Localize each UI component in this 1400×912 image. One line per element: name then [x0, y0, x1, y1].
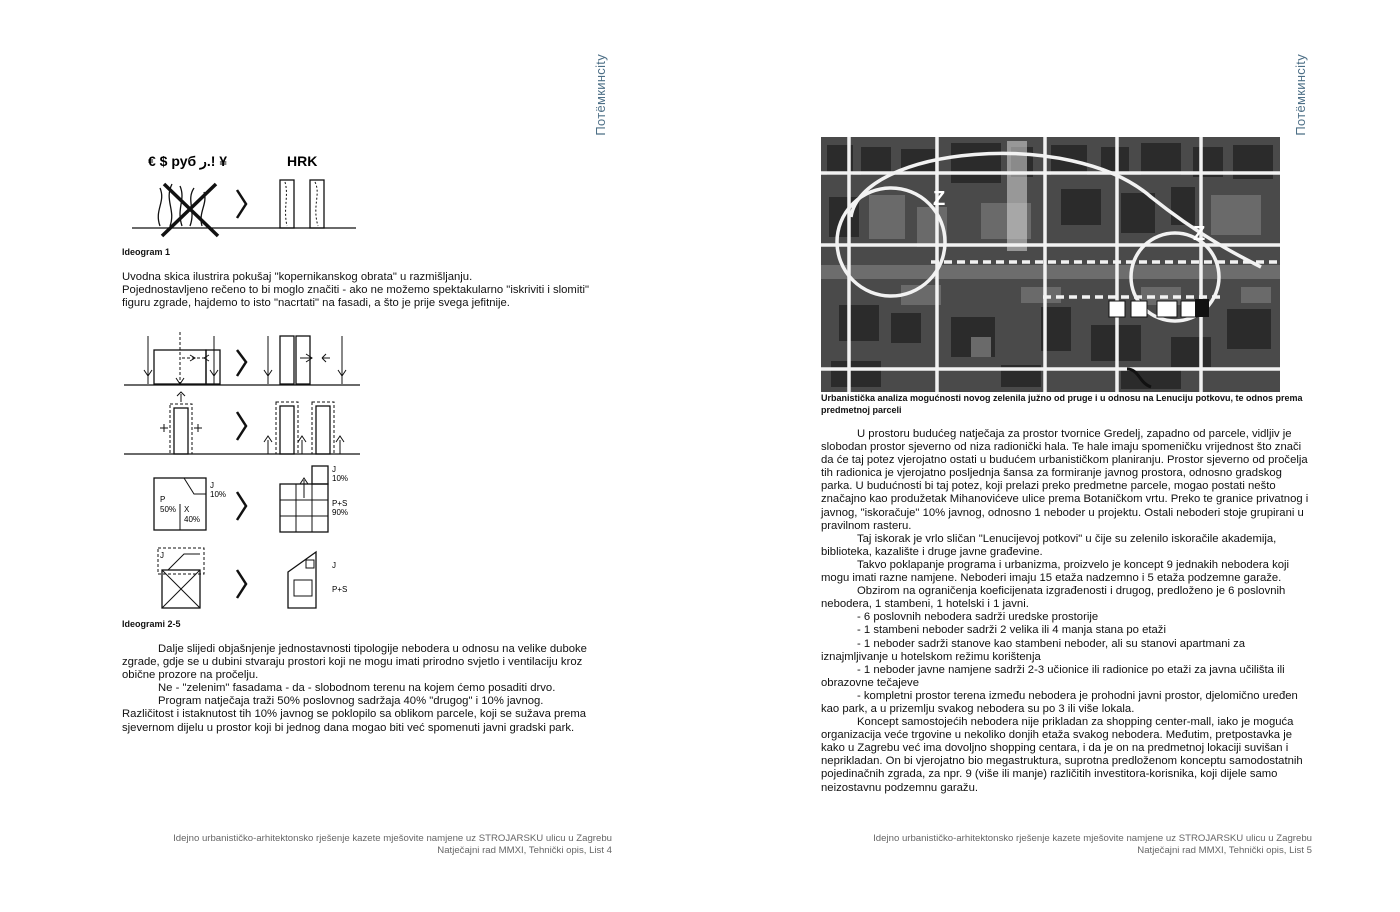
right-list-item-5: - kompletni prostor terena između nebodera je prohodni javni prostor, djelomično uređen kao park, a u prizemlju svakog nebodera su po 3 ili više lokala. [821, 689, 1298, 715]
x-label: X [184, 505, 190, 514]
right-paragraph-2: Taj iskorak je vrlo sličan "Lenucijevoj potkovi" u čije su zelenilo iskoračile akademija, biblioteka, kazalište i druge javne građevine. [821, 532, 1277, 558]
right-paragraph-3: Takvo poklapanje programa i urbanizma, proizvelo je koncept 9 jednakih nebodera koji mogu imati razne namjene. Neboderi imaju 15 etaža nadzemno i 5 etaža podzemne garaže. [821, 558, 1290, 585]
left-footer-line-2: Natječajni rad MMXI, Tehnički opis, List 4 [437, 845, 612, 856]
j-label-3: J [160, 551, 164, 560]
left-paragraph-3: Program natječaja traži 50% poslovnog sadržaja 40% "drugog" i 10% javnog. [158, 695, 544, 708]
left-paragraph-2: Ne - "zelenim" fasadama - da - slobodnom terenu na kojem ćemo posaditi drvo. [158, 682, 556, 695]
right-list-item-3: - 1 neboder sadrži stanove kao stambeni neboder, ali su stanovi apartmani za iznajmljivanje u hotelskom režimu korištenja [821, 637, 1246, 663]
right-paragraph-5: Koncept samostojećih nebodera nije prikladan za shopping center-mall, iako je moguća organizacija veće trgovine u nekoliko donjih etaža svakog nebodera. Međutim, pretpostavka je kako u Zagrebu već ima dovoljno shopping centara, i da je on na predmetnoj lokaciji suvišan i neprikladan. On bi vjerojatno bio megastruktura, suprotna predloženom konceptu samodostatnih pojedinačnih zgrada, za npr. 9 (više ili manje) različitih investitora-korisnika, koji dijele samo neizostavnu podzemnu garažu. [821, 716, 1303, 794]
left-footer [173, 833, 612, 857]
ideogram-1 [120, 148, 365, 238]
ps-percent: 90% [332, 508, 349, 517]
p-percent: 50% [160, 505, 177, 514]
right-page [700, 0, 1400, 912]
brand-label-right: Потёмкинcity [1293, 54, 1308, 136]
right-body-text [821, 428, 1312, 795]
map-label-z-2: Z [1193, 223, 1206, 245]
j-label-4: J [332, 561, 336, 570]
ps-label-2: P+S [332, 585, 348, 594]
right-paragraph-1: U prostoru budućeg natječaja za prostor tvornice Gredelj, zapadno od parcele, vidljiv je slobodan prostor sjeverno od niza radionički hala. Te hale imaju spomeničku vrijednost što znači da će taj potez vjerojatno ostati u budućem urbanističkom planiranju. Prostor sjeverno od pročelja tih radionica je vjerojatno posljednja šansa za formiranje javnog prostora, odnosno gradskog parka. U budućnosti bi taj potez, koji prelazi preko predmetne parcele, mogao postati nešto značajno kao produžetak Mihanovićeve ulice prema Botaničkom vrtu. Preko te granice privatnog i javnog, "iskoračuje" 10% javnog, odnosno 1 neboder u projektu. Ostali neboderi stoje grupirani u pravilnom rasteru. [821, 428, 1309, 532]
left-body-text [122, 643, 608, 735]
j-percent-2: 10% [332, 474, 349, 483]
intro-line-2: Pojednostavljeno rečeno to bi moglo značiti - ako ne možemo spektakularno "iskriviti i slomiti" figuru zgrade, hajdemo to isto "nacrtati" na fasadi, a što je prije svega jefitnije. [122, 284, 590, 310]
left-footer-line-1: Idejno urbanističko-arhitektonsko rješenje kazete mješovite namjene uz STROJARSKU ulicu u Zagrebu [173, 833, 612, 844]
currency-label: € $ руб ر.! ¥ [148, 153, 228, 169]
right-footer-line-2: Natječajni rad MMXI, Tehnički opis, List 5 [1137, 845, 1312, 856]
right-list-item-2: - 1 stambeni neboder sadrži 2 velika ili 4 manja stana po etaži [857, 624, 1166, 637]
brand-label: Потёмкинcity [593, 54, 608, 136]
right-paragraph-4: Obzirom na ograničenja koeficijenata izgrađenosti i drugog, predloženo je 6 poslovnih nebodera, 1 stambeni, 1 hotelski i 1 javni. [821, 585, 1286, 611]
right-footer-line-1: Idejno urbanističko-arhitektonsko rješenje kazete mješovite namjene uz STROJARSKU ulicu u Zagrebu [873, 833, 1312, 844]
ideograms-2-5-caption: Ideogrami 2-5 [122, 619, 181, 629]
map-caption: Urbanistička analiza mogućnosti novog zelenila južno od pruge i u odnosu na Lenuciju potkovu, te odnos prema predmetnoj parceli [821, 393, 1303, 415]
aerial-map [821, 137, 1280, 392]
intro-text [122, 271, 592, 310]
j-percent: 10% [210, 490, 227, 499]
left-paragraph-4: Različitost i istaknutost tih 10% javnog se poklopilo sa oblikom parcele, koji se sužava prema sjevernom dijelu u prostor koji bi jednog dana mogao biti već spomenuti javni gradski park. [122, 708, 587, 734]
ps-label: P+S [332, 499, 348, 508]
ideograms-2-5 [120, 330, 365, 615]
p-label: P [160, 495, 166, 504]
map-label-z-1: Z [933, 188, 946, 210]
x-percent: 40% [184, 515, 201, 524]
right-footer [873, 833, 1312, 857]
j-label-2: J [332, 465, 336, 474]
j-label: J [210, 481, 214, 490]
hrk-label: HRK [287, 153, 318, 169]
ideogram-1-caption: Ideogram 1 [122, 247, 171, 257]
intro-line-1: Uvodna skica ilustrira pokušaj "kopernikanskog obrata" u razmišljanju. [122, 271, 473, 283]
left-paragraph-1: Dalje slijedi objašnjenje jednostavnosti tipologije nebodera u odnosu na velike duboke zgrade, gdje se u dubini stvaraju prostori koji ne mogu imati prirodno svjetlo i ventilaciju kroz obične prozore na pročelju. [122, 643, 587, 682]
right-list-item-4: - 1 neboder javne namjene sadrži 2-3 učionice ili radionice po etaži za javna učilišta ili obrazovne tečajeve [821, 663, 1285, 689]
right-list-item-1: - 6 poslovnih nebodera sadrži uredske prostorije [857, 611, 1099, 624]
